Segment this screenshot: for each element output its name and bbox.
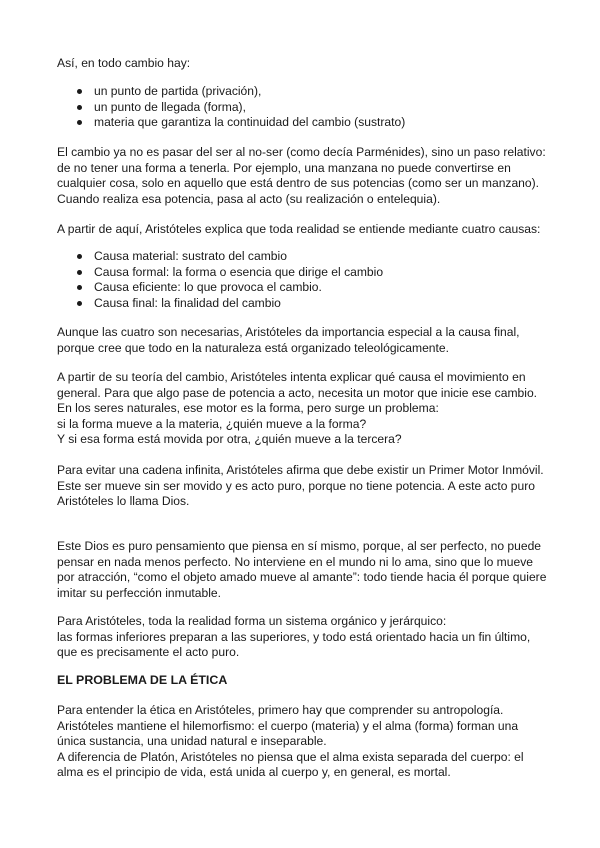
list-item: un punto de llegada (forma), <box>57 100 547 116</box>
section-heading: EL PROBLEMA DE LA ÉTICA <box>57 673 228 687</box>
causes-intro-paragraph: A partir de aquí, Aristóteles explica que toda realidad se entiende mediante cuatro causas: <box>57 222 541 236</box>
sistema-paragraph: Para Aristóteles, toda la realidad forma un sistema orgánico y jerárquico: las formas inferiores preparan a las superiores, y todo está orientado hacia un fin último, que es precisamente el acto puro. <box>57 614 531 659</box>
final-cause-paragraph: Aunque las cuatro son necesarias, Aristóteles da importancia especial a la causa final, porque cree que todo en la naturaleza está organizado teleológicamente. <box>57 325 520 355</box>
change-list <box>57 84 547 131</box>
list-item: Causa eficiente: lo que provoca el cambio. <box>57 280 547 296</box>
list-item: Causa final: la finalidad del cambio <box>57 296 547 312</box>
etica-paragraph: Para entender la ética en Aristóteles, primero hay que comprender su antropología. Aristóteles mantiene el hilemorfismo: el cuerpo (materia) y el alma (forma) forman una única sustancia, una unidad natural e inseparable. A diferencia de Platón, Aristóteles no piensa que el alma exista separada del cuerpo: el alma es el principio de vida, está unida al cuerpo y, en general, es mortal. <box>57 703 524 779</box>
list-item: un punto de partida (privación), <box>57 84 547 100</box>
change-paragraph: El cambio ya no es pasar del ser al no-ser (como decía Parménides), sino un paso relativo: de no tener una forma a tenerla. Por ejemplo, una manzana no puede convertirse en cualquier cosa, solo en aquello que está dentro de sus potencias (como ser un manzano). Cuando realiza esa potencia, pasa al acto (su realización o entelequia). <box>57 145 546 206</box>
motor-paragraph: A partir de su teoría del cambio, Aristóteles intenta explicar qué causa el movimiento en general. Para que algo pase de potencia a acto, necesita un motor que inicie ese cambio. En los seres naturales, ese motor es la forma, pero surge un problema: si la forma mueve a la materia, ¿quién mueve a la forma? Y si esa forma está movida por otra, ¿quién mueve a la tercera? <box>57 370 538 446</box>
causes-list <box>57 249 547 311</box>
primer-motor-paragraph: Para evitar una cadena infinita, Aristóteles afirma que debe existir un Primer Motor Inmóvil. Este ser mueve sin ser movido y es acto puro, porque no tiene potencia. A este acto puro Aristóteles lo llama Dios. <box>57 463 544 508</box>
list-item: Causa formal: la forma o esencia que dirige el cambio <box>57 265 547 281</box>
intro-paragraph: Así, en todo cambio hay: <box>57 56 191 70</box>
list-item: materia que garantiza la continuidad del cambio (sustrato) <box>57 115 547 131</box>
list-item: Causa material: sustrato del cambio <box>57 249 547 265</box>
dios-paragraph: Este Dios es puro pensamiento que piensa en sí mismo, porque, al ser perfecto, no puede pensar en nada menos perfecto. No interviene en el mundo ni lo ama, sino que lo mueve por atracción, “como el objeto amado mueve al amante”: todo tiende hacia él porque quiere imitar su perfección inmutable. <box>57 539 547 600</box>
